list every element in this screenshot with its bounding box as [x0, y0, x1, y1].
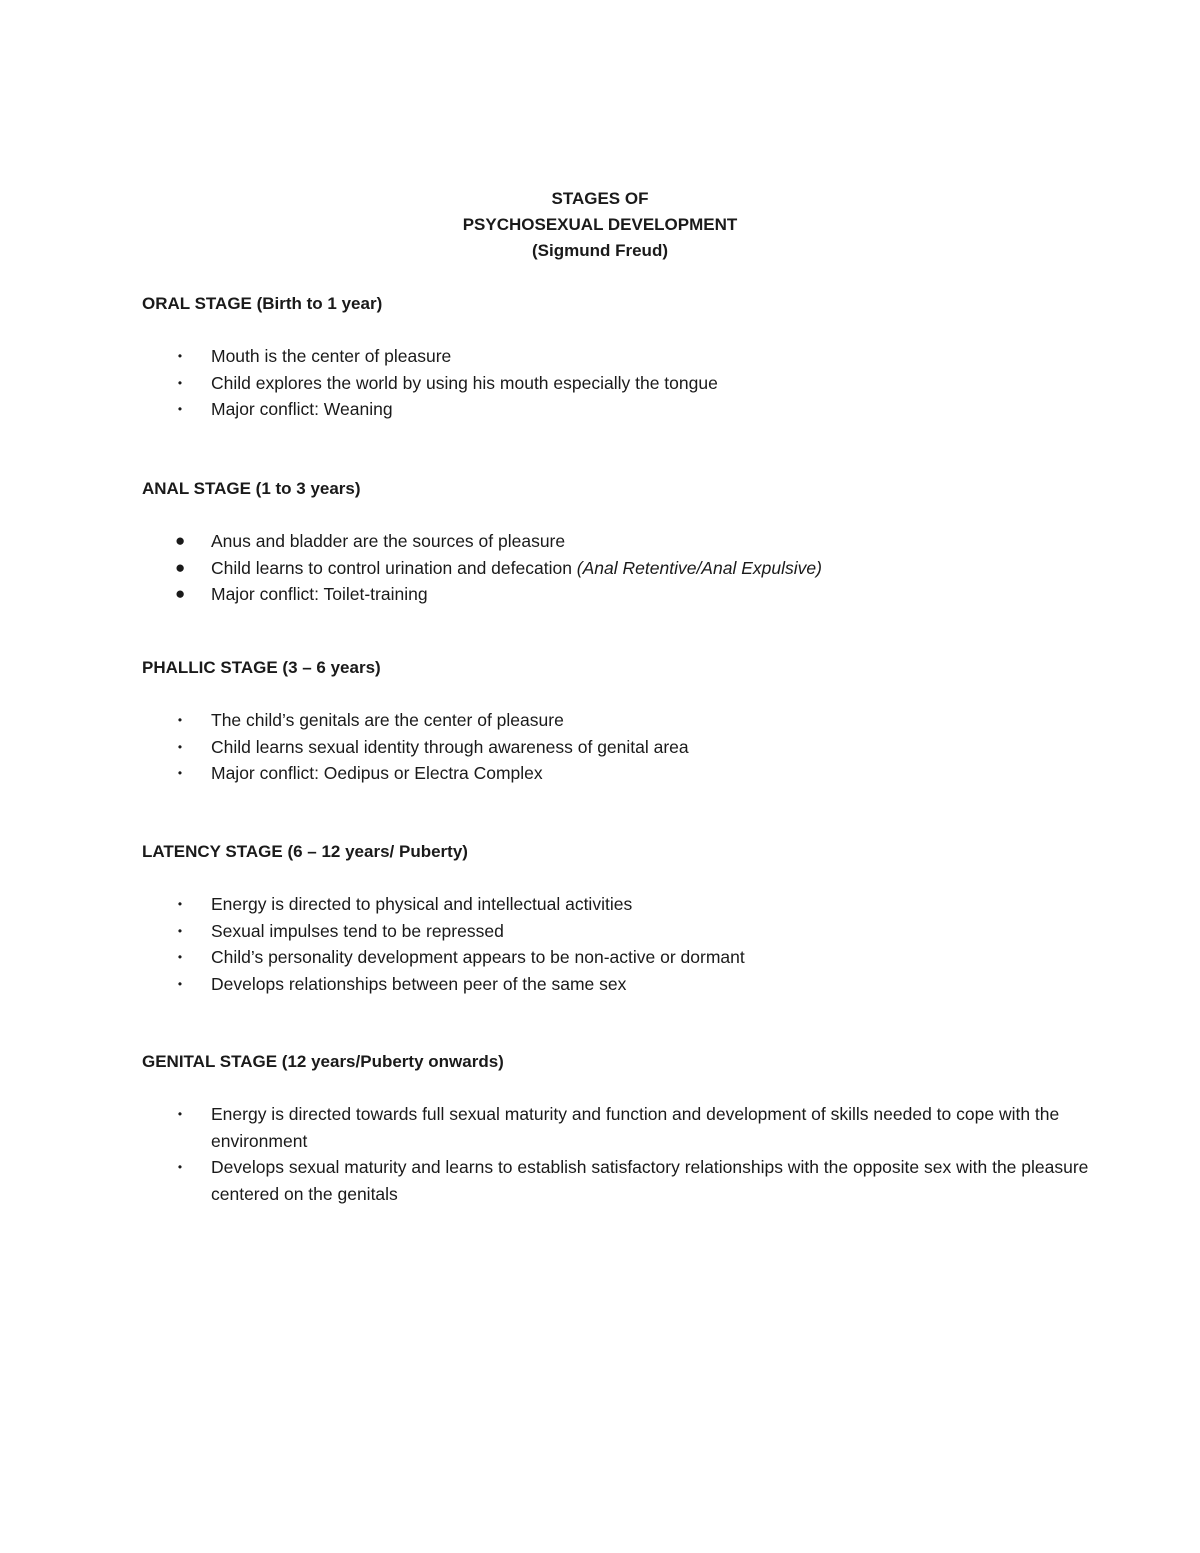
- bullet-icon: •: [177, 713, 183, 727]
- bullet-icon: •: [177, 897, 183, 911]
- bullet-icon: •: [177, 766, 183, 780]
- list-item-text: Child learns to control urination and defecation: [211, 557, 577, 578]
- list-item: [142, 343, 1092, 370]
- bullet-icon: •: [177, 349, 183, 363]
- list-item-text: Mouth is the center of pleasure: [211, 346, 452, 366]
- list-item: [142, 707, 1092, 734]
- section-phallic: [142, 655, 1092, 787]
- section-anal: [142, 476, 1092, 608]
- section-oral: [142, 291, 1092, 423]
- bullet-icon: •: [177, 950, 183, 964]
- list-item: [142, 581, 1092, 608]
- list-item-text: Energy is directed towards full sexual maturity and function and development of skills needed to cope with the environment: [211, 1104, 1060, 1151]
- list-item: [142, 734, 1092, 761]
- list-item: [142, 944, 1092, 971]
- list-item: [142, 1154, 1092, 1207]
- list-item-text: Develops relationships between peer of the same sex: [211, 973, 627, 994]
- list-item-text: Child’s personality development appears to be non-active or dormant: [211, 947, 745, 967]
- title-line-2: PSYCHOSEXUAL DEVELOPMENT: [462, 215, 738, 234]
- bullet-icon: ●: [175, 584, 186, 603]
- document-title: [0, 186, 1200, 264]
- list-item: [142, 396, 1092, 423]
- list-item-text: The child’s genitals are the center of pleasure: [211, 710, 564, 730]
- bullet-icon: ●: [175, 531, 186, 550]
- section-latency: [142, 839, 1092, 997]
- bullet-icon: •: [177, 1160, 183, 1174]
- section-heading-latency: LATENCY STAGE (6 – 12 years/ Puberty): [142, 842, 468, 861]
- bullet-icon: •: [177, 375, 183, 390]
- section-heading-anal: ANAL STAGE (1 to 3 years): [142, 479, 361, 498]
- list-item: [142, 891, 1092, 918]
- bullet-icon: •: [177, 739, 183, 754]
- section-genital: [142, 1049, 1092, 1207]
- bullet-icon: •: [177, 402, 183, 416]
- bullet-list-phallic: [142, 707, 1092, 787]
- list-item-text: Child learns sexual identity through awareness of genital area: [211, 736, 689, 757]
- list-item: [142, 1101, 1092, 1154]
- list-item: [142, 555, 1092, 582]
- list-item-text: Major conflict: Toilet-training: [211, 584, 428, 604]
- bullet-list-anal: [142, 528, 1092, 608]
- list-item-text: Major conflict: Weaning: [211, 399, 393, 419]
- bullet-list-latency: [142, 891, 1092, 997]
- bullet-icon: •: [177, 976, 183, 991]
- bullet-list-oral: [142, 343, 1092, 423]
- list-item-text: Energy is directed to physical and intellectual activities: [211, 894, 633, 914]
- list-item: [142, 971, 1092, 998]
- section-heading-genital: GENITAL STAGE (12 years/Puberty onwards): [142, 1052, 504, 1071]
- bullet-icon: ●: [175, 557, 186, 577]
- list-item-text: Child explores the world by using his mouth especially the tongue: [211, 372, 718, 393]
- list-item: [142, 370, 1092, 397]
- section-heading-oral: ORAL STAGE (Birth to 1 year): [142, 294, 383, 313]
- list-item-text: Sexual impulses tend to be repressed: [211, 920, 504, 941]
- list-item: [142, 918, 1092, 945]
- list-item-text: Major conflict: Oedipus or Electra Complex: [211, 763, 543, 783]
- list-item-text: Develops sexual maturity and learns to establish satisfactory relationships with the opposite sex with the pleasure centered on the genitals: [211, 1157, 1089, 1204]
- title-line-1: STAGES OF: [551, 189, 649, 208]
- title-line-3: (Sigmund Freud): [532, 241, 668, 260]
- section-heading-phallic: PHALLIC STAGE (3 – 6 years): [142, 658, 381, 677]
- list-item-italic-note: (Anal Retentive/Anal Expulsive): [576, 557, 822, 578]
- list-item-text: Anus and bladder are the sources of pleasure: [211, 531, 566, 551]
- bullet-icon: •: [177, 923, 183, 938]
- list-item: [142, 760, 1092, 787]
- bullet-icon: •: [177, 1107, 183, 1121]
- bullet-list-genital: [142, 1101, 1092, 1207]
- list-item: [142, 528, 1092, 555]
